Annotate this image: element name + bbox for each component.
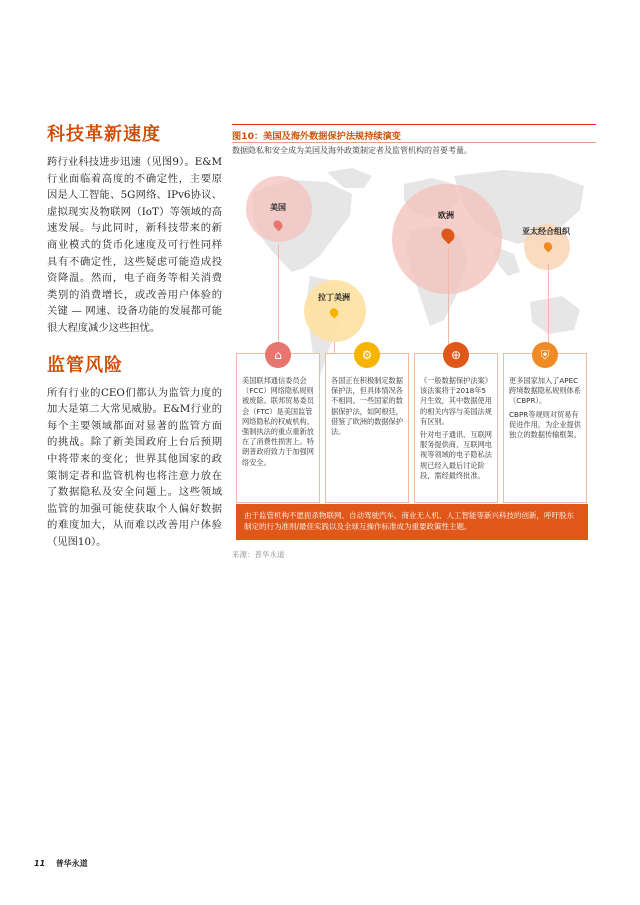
footer-brand: 普华永道 bbox=[55, 859, 88, 868]
section-body-regulatory-risk: 所有行业的CEO们都认为监管力度的加大是第二大常见威胁。E&M行业的每个主要领域都面对显著的监管方面的挑战。除了新美国政府上台后预期中将带来的变化；世界其他国家的政策制定者和监管机构也将注意力放在了数据隐私及安全问题上。这些领域监管的加强可能使获取个人偏好数据的难度加大，从而难以改善用户体验（见图10）。 bbox=[47, 386, 222, 548]
card-paragraph: CBPR等规则对贸易有促进作用，为企业提供独立的数据传输框架。 bbox=[509, 409, 581, 440]
card-europe bbox=[414, 348, 498, 503]
region-label-usa: 美国 bbox=[270, 203, 286, 212]
card-usa bbox=[236, 348, 320, 503]
globe-icon: ⊕ bbox=[443, 342, 469, 368]
card-latam bbox=[325, 348, 409, 503]
home-icon: ⌂ bbox=[265, 342, 291, 368]
page-number: 11 bbox=[34, 859, 46, 868]
card-paragraph: 美国联邦通信委员会（FCC）网络隐私规则被废除。联邦贸易委员会（FTC）是美国监管网络隐私的权威机构。强制执法的重点重新放在了消费性损害上。特朗普政府致力于加强网络安全。 bbox=[242, 376, 314, 467]
section-body-tech-speed: 跨行业科技进步迅速（见图9）。E&M行业面临着高度的不确定性，主要原因是人工智能、5G网络、IPv6协议、虚拟现实及物联网（IoT）等领域的高速发展。与此同时，新科技带来的新商业模式的货币化速度及可行性同样具有不确定性，这些疑虑可能造成投资降温。然而，电子商务等相关消费类别的消费增长，或改善用户体验的关键 — 网速、设备功能的发展都可能很大程度减少这些担忧。 bbox=[47, 156, 222, 334]
card-paragraph: 针对电子通讯、互联网服务提供商、互联网电视等领域的电子隐私法规已经入最后讨论阶段，需经最终批准。 bbox=[420, 430, 492, 480]
card-paragraph: 更多国家加入了APEC跨境数据隐私规则体系（CBPR）。 bbox=[509, 376, 581, 406]
left-column bbox=[47, 120, 222, 550]
section-title-regulatory-risk: 监管风险 bbox=[47, 354, 123, 376]
page-footer bbox=[34, 858, 88, 869]
card-text bbox=[509, 376, 582, 440]
region-label-europe: 欧洲 bbox=[438, 211, 454, 220]
region-label-latam: 拉丁美洲 bbox=[318, 293, 350, 302]
card-paragraph: 《一般数据保护法案》该法案将于2018年5月生效，其中数据使用的相关内容与美国法规有区别。 bbox=[420, 376, 492, 426]
region-label-apec: 亚太经合组织 bbox=[522, 227, 570, 236]
region-cards bbox=[236, 347, 588, 503]
card-apec bbox=[503, 347, 587, 503]
figure-source: 来源：普华永道 bbox=[232, 550, 285, 559]
shield-icon: ⛨ bbox=[532, 342, 558, 368]
figure-top-rule bbox=[232, 124, 596, 125]
figure-title-rule bbox=[232, 142, 596, 143]
card-text bbox=[242, 376, 315, 468]
card-text bbox=[420, 376, 493, 481]
figure-title: 图10：美国及海外数据保护法规持续演变 bbox=[232, 131, 401, 142]
figure-summary-banner: 由于监管机构不愿扼杀物联网、自动驾驶汽车、商业无人机、人工智能等新兴科技的创新，呼吁股东制定的行为准则/最佳实践以及全球互操作标准成为重要政策性主题。 bbox=[236, 504, 588, 540]
section-title-tech-speed: 科技革新速度 bbox=[47, 124, 161, 145]
figure-subtitle: 数据隐私和安全成为美国及海外政策制定者及监管机构的首要考量。 bbox=[232, 146, 472, 155]
gear-icon: ⚙ bbox=[354, 342, 380, 368]
card-text bbox=[331, 376, 404, 437]
card-paragraph: 各国正在积极制定数据保护法，但具体情况各不相同。一些国家的数据保护法，如阿根廷，借鉴了欧洲的数据保护法。 bbox=[331, 376, 403, 437]
